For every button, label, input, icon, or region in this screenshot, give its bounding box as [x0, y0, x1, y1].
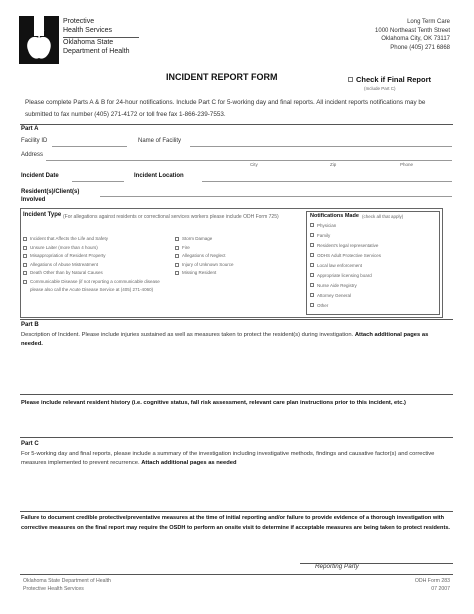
address-line: 1000 Northeast Tenth Street [375, 27, 450, 34]
type-checkbox[interactable] [175, 237, 179, 241]
address-block [375, 18, 450, 52]
type-checkbox[interactable] [23, 237, 27, 241]
address-sub: City [250, 162, 258, 167]
facility-name-label: Name of Facility [138, 138, 182, 144]
footer-right-line: 07 2007 [431, 586, 450, 592]
notification-label: Family [317, 233, 331, 238]
notification-checkbox[interactable] [310, 233, 314, 237]
type-label: Storm Damage [182, 236, 213, 241]
type-label: Missing Resident [182, 270, 217, 275]
address-sub: Zip [330, 162, 337, 167]
address-line: Oklahoma City, OK 73117 [381, 36, 450, 42]
address-line: Phone (405) 271 6868 [390, 44, 450, 51]
type-checkbox[interactable] [23, 254, 27, 258]
check-final-label: Check if Final Report [356, 75, 432, 84]
part-a-heading: Part A [21, 126, 39, 132]
notification-checkbox[interactable] [310, 273, 314, 277]
incident-type-note: (For allegations against residents or correctional services workers please include ODH Form 725) [63, 214, 279, 220]
notifications-heading: Notifications Made [310, 213, 359, 219]
notifications-note: (check all that apply) [362, 214, 404, 219]
type-checkbox[interactable] [23, 246, 27, 250]
instructions: Please complete Parts A & B for 24-hour notifications. Include Part C for 5-working day and final reports. All incident reports notifications may be submitted to fax number (405) 271-4172 or toll free fax 1-866-239-7553. [25, 99, 426, 118]
address-sub: Phone [400, 162, 414, 167]
address-label: Address [21, 152, 44, 158]
type-label: Allegations of Abuse Mistreatment [30, 261, 99, 267]
agency-line: Protective [63, 18, 95, 25]
type-label: Unsure Laiter (more than 4 hours) [30, 244, 98, 250]
notification-label: Attorney General [317, 293, 352, 298]
notification-label: Nurse Aide Registry [317, 283, 357, 288]
notification-label: Physician [317, 223, 337, 228]
notification-checkbox[interactable] [310, 263, 314, 267]
incident-type-label: Incident Type [23, 212, 62, 218]
part-c-response-area[interactable] [20, 472, 453, 508]
notification-checkbox[interactable] [310, 283, 314, 287]
reporting-party-signature[interactable] [300, 545, 453, 562]
agency-line: Department of Health [63, 48, 130, 55]
form-title: INCIDENT REPORT FORM [166, 72, 278, 82]
oklahoma-health-logo-icon [19, 16, 59, 64]
agency-line: Oklahoma State [63, 39, 114, 46]
part-b-response-area[interactable] [20, 350, 453, 394]
type-label: Communicable Disease (if not reporting a communicable disease [30, 278, 160, 284]
notification-label: ODHS Adult Protective Services [317, 253, 382, 258]
type-label: Injury of Unknown Source [182, 261, 234, 267]
notification-label: Local law enforcement [317, 263, 363, 268]
type-label: Death Other than by Natural Causes [30, 270, 103, 275]
facility-id-label: Facility ID [21, 138, 48, 144]
warning-text: Failure to document credible protective/preventative measures at the time of initial reporting and/or failure to provide evidence of a thorough investigation with corrective measures on the final report may require the OSDH to perform an onsite visit to determine if acceptable measures are being taken to protect residents. [21, 515, 450, 531]
residents-involved-label: Resident(s)/Client(s) Involved [21, 189, 80, 203]
type-label: Fire [182, 244, 190, 250]
history-response-area[interactable] [20, 418, 453, 434]
part-c-text-body: For 5-working day and final reports, please include a summary of the investigation including investigative methods, findings and causative factor(s) and corrective measures implemented to prevent recurrence. [21, 451, 435, 466]
part-c-heading: Part C [21, 441, 39, 447]
type-label: Incident that Affects the Life and Safety [30, 236, 108, 241]
footer-left [23, 577, 111, 593]
type-checkbox[interactable] [23, 263, 27, 267]
agency-name [63, 17, 130, 56]
type-note: please also call the Acute Disease Service at (405) 271-4060) [30, 287, 154, 292]
type-label: Allegations of Neglect [182, 253, 226, 258]
final-report-checkbox[interactable] [348, 77, 353, 82]
footer-left-line: Oklahoma State Department of Health [23, 578, 111, 584]
notification-checkbox[interactable] [310, 243, 314, 247]
part-b-heading: Part B [21, 322, 39, 328]
agency-line: Health Services [63, 27, 113, 34]
notification-checkbox[interactable] [310, 293, 314, 297]
type-checkbox[interactable] [23, 271, 27, 275]
notification-label: Appropriate licensing board [317, 273, 372, 278]
reporting-party-label: Reporting Party [315, 563, 359, 570]
part-b-attach: Attach additional pages as needed. [21, 332, 429, 347]
footer-right [415, 577, 450, 593]
address-line: Long Term Care [407, 19, 450, 25]
type-label: Misappropriation of Resident Property [30, 253, 106, 258]
part-b-description [21, 331, 441, 349]
incident-location-label: Incident Location [134, 173, 184, 179]
type-checkbox[interactable] [175, 246, 179, 250]
footer-right-line: ODH Form 283 [414, 578, 450, 584]
incident-date-label: Incident Date [21, 173, 59, 179]
footer-left-line: Protective Health Services [23, 586, 84, 592]
part-b-description-text: Description of Incident. Please include injuries sustained as well as measures taken to protect the resident(s) during investigation. [21, 332, 354, 338]
type-checkbox[interactable] [175, 271, 179, 275]
type-checkbox[interactable] [23, 280, 27, 284]
notification-checkbox[interactable] [310, 253, 314, 257]
part-c-text [21, 450, 449, 468]
history-prompt: Please include relevant resident history (i.e. cognitive status, fall risk assessment, relevant care plan instructions prior to this incident, etc.) [21, 400, 406, 406]
notification-label: Other [317, 303, 329, 308]
type-checkbox[interactable] [175, 263, 179, 267]
notification-label: Resident's legal representative [317, 243, 379, 248]
check-final-sub: (Include Part C) [364, 86, 396, 91]
part-c-attach: Attach additional pages as needed [141, 460, 237, 466]
notification-checkbox[interactable] [310, 223, 314, 227]
type-checkbox[interactable] [175, 254, 179, 258]
notification-checkbox[interactable] [310, 303, 314, 307]
